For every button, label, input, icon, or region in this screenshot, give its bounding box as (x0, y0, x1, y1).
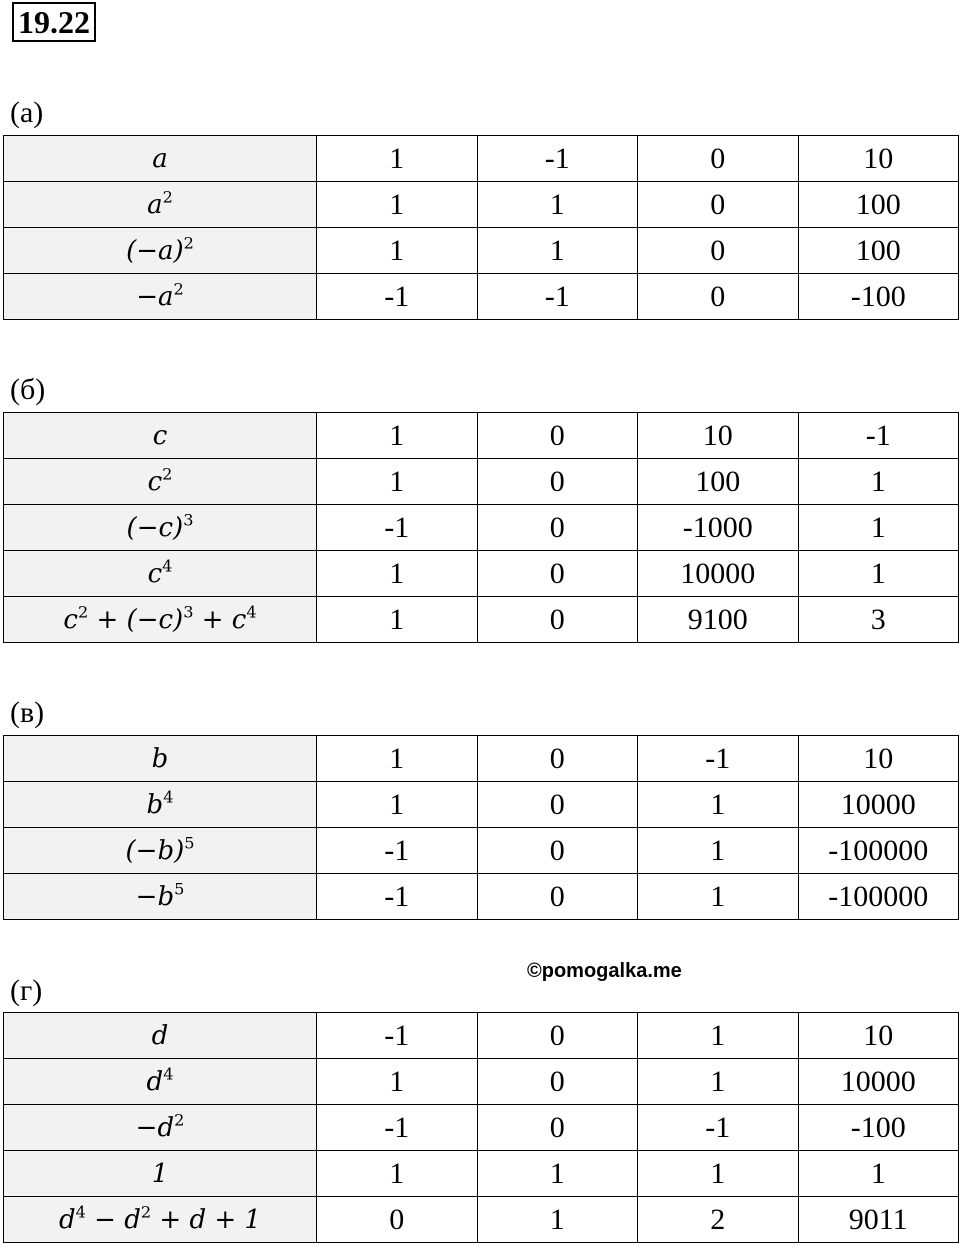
value-cell: 0 (477, 874, 638, 920)
value-cell: 3 (798, 597, 959, 643)
value-cell: -1 (317, 274, 478, 320)
value-cell: 1 (317, 182, 478, 228)
value-cell: 0 (477, 828, 638, 874)
value-cell: 1 (317, 459, 478, 505)
row-expression: b (4, 736, 317, 782)
value-cell: 0 (477, 551, 638, 597)
value-cell: 2 (638, 1197, 799, 1243)
value-cell: 10000 (798, 1059, 959, 1105)
value-cell: -1 (638, 1105, 799, 1151)
table-row (4, 136, 959, 182)
table-row (4, 1105, 959, 1151)
value-cell: 10 (798, 136, 959, 182)
value-cell: 1 (317, 413, 478, 459)
value-cell: -1 (317, 1105, 478, 1151)
row-expression: d (4, 1013, 317, 1059)
table-row (4, 551, 959, 597)
value-cell: 100 (798, 228, 959, 274)
value-cell: 1 (317, 597, 478, 643)
row-expression: a (4, 136, 317, 182)
value-cell: 0 (477, 1105, 638, 1151)
row-expression: 1 (4, 1151, 317, 1197)
value-cell: -1 (477, 136, 638, 182)
value-cell: -1 (317, 505, 478, 551)
value-cell: 10 (798, 1013, 959, 1059)
section-c-label: (в) (10, 696, 45, 729)
value-cell: 1 (477, 1151, 638, 1197)
value-cell: -1 (317, 874, 478, 920)
row-expression: $b^4$ (4, 782, 317, 828)
section-a-table (3, 135, 959, 320)
value-cell: -100 (798, 274, 959, 320)
value-cell: 1 (477, 182, 638, 228)
value-cell: -1 (798, 413, 959, 459)
table-row (4, 782, 959, 828)
table-row (4, 505, 959, 551)
section-d-label: (г) (10, 974, 43, 1007)
row-expression: $c^2 + (-c)^3 + c^4$ (4, 597, 317, 643)
value-cell: 1 (477, 228, 638, 274)
value-cell: 1 (317, 782, 478, 828)
table-row (4, 228, 959, 274)
value-cell: 1 (317, 551, 478, 597)
value-cell: 1 (317, 228, 478, 274)
value-cell: -1 (317, 1013, 478, 1059)
value-cell: 1 (317, 736, 478, 782)
row-expression: c (4, 413, 317, 459)
table-row (4, 1013, 959, 1059)
value-cell: 0 (477, 782, 638, 828)
value-cell: -100000 (798, 874, 959, 920)
value-cell: 10000 (638, 551, 799, 597)
value-cell: 100 (798, 182, 959, 228)
row-expression: $-a^2$ (4, 274, 317, 320)
value-cell: 10 (798, 736, 959, 782)
value-cell: 0 (317, 1197, 478, 1243)
table-row (4, 874, 959, 920)
table-row (4, 459, 959, 505)
value-cell: 0 (477, 413, 638, 459)
table-row (4, 597, 959, 643)
value-cell: 0 (477, 505, 638, 551)
section-b-label: (б) (10, 373, 46, 406)
table-row (4, 828, 959, 874)
row-expression: $a^2$ (4, 182, 317, 228)
value-cell: 10 (638, 413, 799, 459)
value-cell: 1 (638, 1013, 799, 1059)
value-cell: 1 (638, 874, 799, 920)
section-a-label: (а) (10, 96, 44, 129)
value-cell: 1 (317, 1151, 478, 1197)
section-c-table (3, 735, 959, 920)
table-row (4, 1197, 959, 1243)
value-cell: 1 (798, 551, 959, 597)
table-row (4, 413, 959, 459)
value-cell: -100000 (798, 828, 959, 874)
table-row (4, 274, 959, 320)
row-expression: $(-a)^2$ (4, 228, 317, 274)
row-expression: $-b^5$ (4, 874, 317, 920)
row-expression: $d^4$ (4, 1059, 317, 1105)
problem-number: 19.22 (12, 2, 96, 42)
watermark: ©pomogalka.me (527, 960, 682, 982)
table-row (4, 1151, 959, 1197)
value-cell: 0 (477, 736, 638, 782)
value-cell: 0 (638, 136, 799, 182)
value-cell: 0 (477, 1059, 638, 1105)
table-row (4, 736, 959, 782)
value-cell: 9100 (638, 597, 799, 643)
value-cell: 0 (477, 459, 638, 505)
value-cell: 1 (638, 828, 799, 874)
section-d-table (3, 1012, 959, 1243)
row-expression: $d^4 - d^2 + d + 1$ (4, 1197, 317, 1243)
table-row (4, 1059, 959, 1105)
value-cell: 0 (638, 228, 799, 274)
value-cell: 1 (798, 1151, 959, 1197)
value-cell: 0 (477, 1013, 638, 1059)
value-cell: 0 (638, 274, 799, 320)
value-cell: 10000 (798, 782, 959, 828)
value-cell: 1 (477, 1197, 638, 1243)
value-cell: -1 (638, 736, 799, 782)
value-cell: 1 (317, 136, 478, 182)
value-cell: 1 (317, 1059, 478, 1105)
value-cell: -1000 (638, 505, 799, 551)
value-cell: -1 (477, 274, 638, 320)
row-expression: $c^2$ (4, 459, 317, 505)
value-cell: 1 (798, 459, 959, 505)
value-cell: 1 (798, 505, 959, 551)
value-cell: 1 (638, 782, 799, 828)
value-cell: -1 (317, 828, 478, 874)
row-expression: $c^4$ (4, 551, 317, 597)
table-row (4, 182, 959, 228)
row-expression: $(-c)^3$ (4, 505, 317, 551)
value-cell: 100 (638, 459, 799, 505)
row-expression: $(-b)^5$ (4, 828, 317, 874)
section-b-table (3, 412, 959, 643)
value-cell: 0 (477, 597, 638, 643)
value-cell: 9011 (798, 1197, 959, 1243)
row-expression: $-d^2$ (4, 1105, 317, 1151)
value-cell: 0 (638, 182, 799, 228)
value-cell: -100 (798, 1105, 959, 1151)
value-cell: 1 (638, 1151, 799, 1197)
value-cell: 1 (638, 1059, 799, 1105)
